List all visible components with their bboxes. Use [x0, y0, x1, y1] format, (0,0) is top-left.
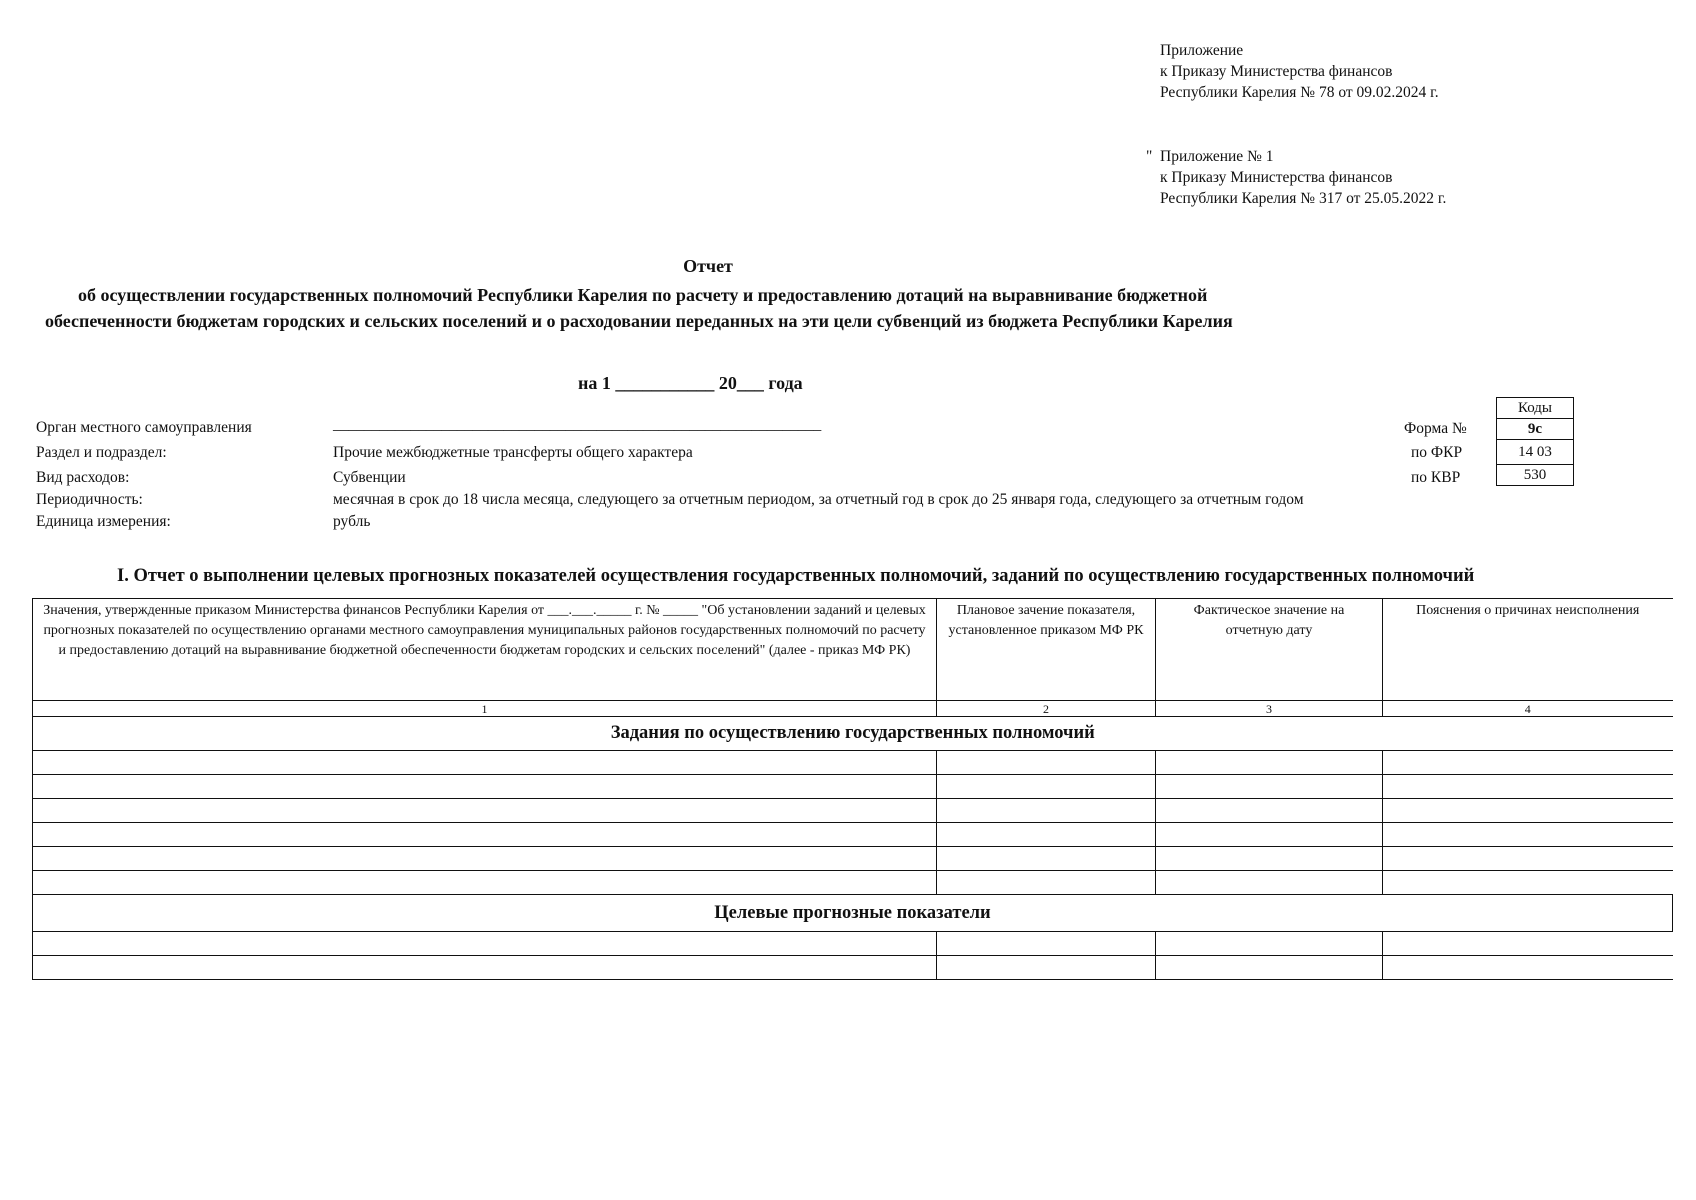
col4-number: 4 [1383, 701, 1673, 717]
table-row [33, 847, 1673, 871]
table-cell[interactable] [1156, 847, 1383, 871]
table-row [33, 871, 1673, 895]
period-label: Периодичность: [36, 491, 143, 508]
table-cell[interactable] [33, 799, 937, 823]
table-row [33, 799, 1673, 823]
table-cell[interactable] [937, 847, 1156, 871]
appendix-current-line1: Приложение [1160, 42, 1244, 59]
table-cell[interactable] [1383, 847, 1673, 871]
table-cell[interactable] [1156, 799, 1383, 823]
section-label: Раздел и подраздел: [36, 444, 167, 461]
table-cell[interactable] [937, 871, 1156, 895]
table-cell[interactable] [1156, 751, 1383, 775]
expense-label: Вид расходов: [36, 469, 130, 486]
table-cell[interactable] [1156, 871, 1383, 895]
report-table [32, 598, 1673, 980]
section-value: Прочие межбюджетные трансферты общего характера [333, 444, 693, 461]
appendix-current [1160, 40, 1439, 103]
table-cell[interactable] [1383, 956, 1673, 980]
table-row [33, 932, 1673, 956]
header-row [33, 599, 1673, 701]
report-subtitle-line2: обеспеченности бюджетам городских и сельских поселений и о расходовании переданных на эти цели субвенций из бюджета Республики Карелия [45, 311, 1233, 331]
appendix-prev-line1: Приложение № 1 [1160, 148, 1274, 165]
table-cell[interactable] [1156, 775, 1383, 799]
table-cell[interactable] [33, 751, 937, 775]
table-cell[interactable] [33, 932, 937, 956]
kvr-code: 530 [1497, 465, 1574, 486]
group-indicators-heading: Целевые прогнозные показатели [33, 895, 1673, 932]
table-cell[interactable] [937, 956, 1156, 980]
fkr-code: 14 03 [1497, 440, 1574, 465]
table-cell[interactable] [937, 823, 1156, 847]
period-value: месячная в срок до 18 числа месяца, следующего за отчетным периодом, за отчетный год в срок до 25 января года, следующего за отчетным годом [333, 491, 1304, 508]
table-row [33, 956, 1673, 980]
appendix-current-line2: к Приказу Министерства финансов [1160, 63, 1393, 80]
form-label: Форма № [1404, 420, 1467, 437]
appendix-prev-line3: Республики Карелия № 317 от 25.05.2022 г. [1160, 190, 1447, 207]
table-cell[interactable] [33, 847, 937, 871]
table-cell[interactable] [1383, 823, 1673, 847]
table-cell[interactable] [937, 751, 1156, 775]
column-number-row [33, 701, 1673, 717]
org-label: Орган местного самоуправления [36, 419, 252, 436]
table-cell[interactable] [33, 871, 937, 895]
col4-header: Пояснения о причинах неисполнения [1383, 599, 1673, 701]
fkr-label: по ФКР [1411, 444, 1463, 461]
kvr-label: по КВР [1411, 469, 1461, 486]
table-cell[interactable] [1156, 823, 1383, 847]
codes-table [1496, 397, 1574, 486]
appendix-previous [1160, 146, 1446, 209]
codes-header: Коды [1497, 398, 1574, 419]
group-tasks-heading: Задания по осуществлению государственных полномочий [33, 717, 1673, 751]
table-cell[interactable] [1383, 871, 1673, 895]
table-cell[interactable] [937, 775, 1156, 799]
appendix-prev-line2: к Приказу Министерства финансов [1160, 169, 1393, 186]
unit-value: рубль [333, 513, 371, 530]
table-row [33, 823, 1673, 847]
unit-label: Единица измерения: [36, 513, 171, 530]
col2-header: Плановое зачение показателя, установленное приказом МФ РК [937, 599, 1156, 701]
table-cell[interactable] [33, 956, 937, 980]
report-title: Отчет [683, 256, 733, 276]
table-row [33, 751, 1673, 775]
col3-header: Фактическое значение на отчетную дату [1156, 599, 1383, 701]
table-row [33, 775, 1673, 799]
report-subtitle-line1: об осуществлении государственных полномочий Республики Карелия по расчету и предоставлению дотаций на выравнивание бюджетной [78, 285, 1208, 305]
report-date-line: на 1 ___________ 20___ года [578, 373, 803, 393]
table-cell[interactable] [937, 932, 1156, 956]
table-cell[interactable] [1383, 932, 1673, 956]
table-cell[interactable] [1156, 932, 1383, 956]
appendix-prev-quote: " [1146, 148, 1153, 165]
table-cell[interactable] [1156, 956, 1383, 980]
group-row-indicators [33, 895, 1673, 932]
section1-title: I. Отчет о выполнении целевых прогнозных показателей осуществления государственных полномочий, заданий по осуществлению государственных полномочий [117, 566, 1475, 586]
table-cell[interactable] [33, 775, 937, 799]
org-value: _______________________________________________________________ [333, 416, 822, 433]
group-row-tasks [33, 717, 1673, 751]
expense-value: Субвенции [333, 469, 406, 486]
col1-header: Значения, утвержденные приказом Министерства финансов Республики Карелия от ___.___._____ г. № _____ "Об установлении заданий и целевых прогнозных показателей по осуществлению органами местного самоуправления муниципальных районов государственных полномочий по расчету и предоставлению дотаций на выравнивание бюджетной обеспеченности бюджетам городских и сельских поселений" (далее - приказ МФ РК) [33, 599, 937, 701]
table-cell[interactable] [1383, 799, 1673, 823]
table-cell[interactable] [33, 823, 937, 847]
col3-number: 3 [1156, 701, 1383, 717]
form-code: 9с [1497, 419, 1574, 440]
table-cell[interactable] [1383, 751, 1673, 775]
col2-number: 2 [937, 701, 1156, 717]
appendix-current-line3: Республики Карелия № 78 от 09.02.2024 г. [1160, 84, 1439, 101]
col1-number: 1 [33, 701, 937, 717]
table-cell[interactable] [1383, 775, 1673, 799]
table-cell[interactable] [937, 799, 1156, 823]
